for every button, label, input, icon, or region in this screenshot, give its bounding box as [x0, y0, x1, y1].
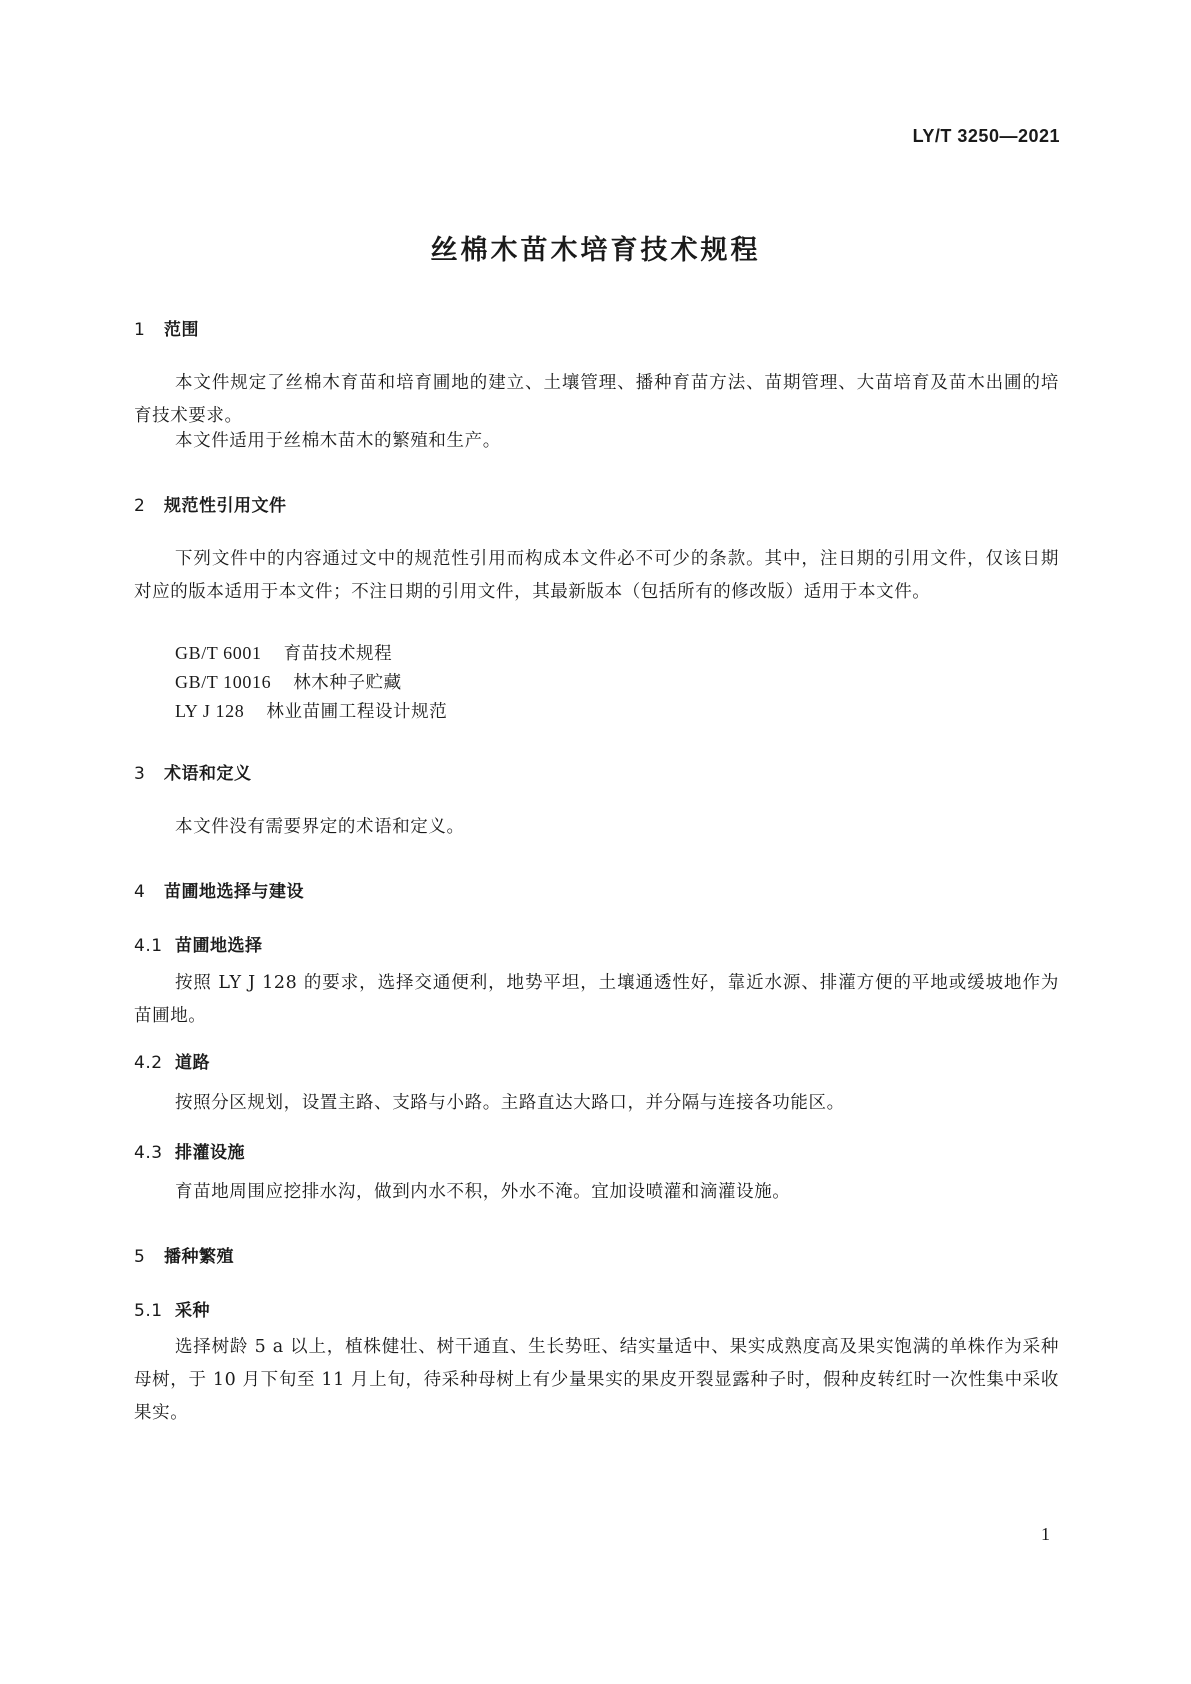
subsection-number: 4.3: [134, 1143, 163, 1163]
paragraph: 按照 LY J 128 的要求，选择交通便利，地势平坦，土壤通透性好，靠近水源、排灌方便的平地或缓坡地作为苗圃地。: [134, 973, 1059, 1026]
subsection-number: 4.2: [134, 1053, 163, 1073]
section-title: 规范性引用文件: [164, 496, 287, 516]
reference-code: GB/T 10016: [175, 672, 272, 692]
section-title: 术语和定义: [164, 764, 252, 784]
reference-code: GB/T 6001: [175, 643, 262, 663]
paragraph: 按照分区规划，设置主路、支路与小路。主路直达大路口，并分隔与连接各功能区。: [175, 1093, 845, 1113]
reference-name: 育苗技术规程: [283, 644, 393, 664]
reference-item: [175, 640, 392, 665]
subsection-4-1-heading: [134, 931, 263, 956]
paragraph: 下列文件中的内容通过文中的规范性引用而构成本文件必不可少的条款。其中，注日期的引用文件，仅该日期对应的版本适用于本文件；不注日期的引用文件，其最新版本（包括所有的修改版）适用于本文件。: [134, 549, 1059, 602]
subsection-4-2-heading: [134, 1048, 210, 1073]
reference-name: 林木种子贮藏: [293, 673, 402, 693]
subsection-title: 苗圃地选择: [175, 936, 263, 956]
document-title: 丝棉木苗木培育技术规程: [430, 235, 761, 266]
paragraph: 本文件规定了丝棉木育苗和培育圃地的建立、土壤管理、播种育苗方法、苗期管理、大苗培育及苗木出圃的培育技术要求。: [134, 373, 1059, 426]
subsection-title: 道路: [175, 1053, 210, 1073]
section-title: 苗圃地选择与建设: [164, 882, 304, 902]
subsection-number: 5.1: [134, 1301, 163, 1321]
reference-item: [175, 669, 402, 694]
section-number: 5: [134, 1247, 146, 1267]
reference-item: [175, 698, 447, 723]
paragraph: 本文件没有需要界定的术语和定义。: [175, 817, 465, 837]
section-4-heading: [134, 877, 304, 902]
reference-name: 林业苗圃工程设计规范: [266, 702, 448, 722]
section-2-heading: [134, 491, 287, 516]
section-3-heading: [134, 759, 252, 784]
subsection-number: 4.1: [134, 936, 163, 956]
paragraph: 选择树龄 5 a 以上，植株健壮、树干通直、生长势旺、结实量适中、果实成熟度高及果实饱满的单株作为采种母树，于 10 月下旬至 11 月上旬，待采种母树上有少量果实的果皮开裂显露种子时，假种皮转红时一次性集中采收果实。: [134, 1337, 1059, 1423]
section-number: 4: [134, 882, 146, 902]
section-title: 播种繁殖: [164, 1247, 234, 1267]
paragraph: 本文件适用于丝棉木苗木的繁殖和生产。: [175, 431, 501, 451]
subsection-4-3-heading: [134, 1138, 245, 1163]
section-5-heading: [134, 1242, 234, 1267]
reference-code: LY J 128: [175, 701, 245, 721]
section-number: 1: [134, 320, 146, 340]
subsection-title: 采种: [175, 1301, 210, 1321]
standard-code: LY/T 3250—2021: [912, 126, 1060, 146]
section-title: 范围: [164, 320, 199, 340]
section-number: 3: [134, 764, 146, 784]
section-1-heading: [134, 315, 199, 340]
paragraph: 育苗地周围应挖排水沟，做到内水不积，外水不淹。宜加设喷灌和滴灌设施。: [175, 1182, 791, 1202]
page-number: 1: [1041, 1524, 1050, 1544]
subsection-5-1-heading: [134, 1296, 210, 1321]
subsection-title: 排灌设施: [175, 1143, 245, 1163]
section-number: 2: [134, 496, 146, 516]
